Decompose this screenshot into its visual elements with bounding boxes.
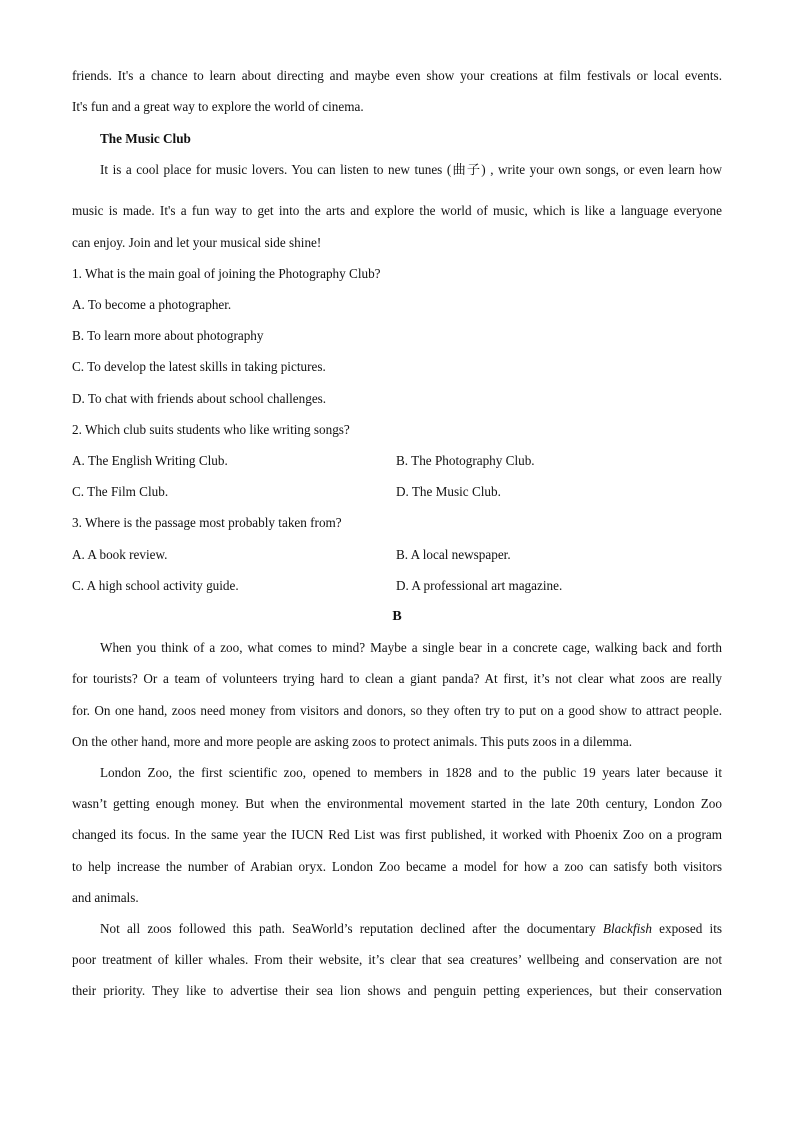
- question-2-option-b: B. The Photography Club.: [396, 453, 535, 468]
- documentary-title: Blackfish: [602, 922, 652, 936]
- passage-b-line: for. On one hand, zoos need money from visitors and donors, so they often try to put on a good show to attract people.: [72, 704, 722, 718]
- music-club-text-line: It is a cool place for music lovers. You can listen to new tunes (曲子) , write your own songs, or even learn how: [100, 163, 722, 177]
- question-2-option-d: D. The Music Club.: [396, 484, 501, 499]
- passage-b-line: wasn’t getting enough money. But when the environmental movement started in the late 20th century, London Zoo: [72, 797, 722, 811]
- question-3: 3. Where is the passage most probably taken from?: [72, 515, 342, 530]
- music-club-text-line: can enjoy. Join and let your musical side shine!: [72, 235, 322, 250]
- section-heading: B: [392, 609, 402, 624]
- passage-b-line: [100, 922, 722, 938]
- question-2-option-a: A. The English Writing Club.: [72, 453, 228, 468]
- passage-b-text: exposed its: [651, 922, 722, 936]
- passage-b-text: Not all zoos followed this path. SeaWorld’s reputation declined after the documentary: [100, 922, 603, 936]
- passage-b-line: poor treatment of killer whales. From their website, it’s clear that sea creatures’ wellbeing and conservation are not: [72, 953, 722, 967]
- passage-b-line: changed its focus. In the same year the IUCN Red List was first published, it worked with Phoenix Zoo on a program: [72, 828, 722, 842]
- music-club-heading: The Music Club: [100, 131, 191, 146]
- question-1-option-c: C. To develop the latest skills in taking pictures.: [72, 359, 326, 374]
- film-club-text-line: It's fun and a great way to explore the world of cinema.: [72, 99, 364, 114]
- passage-b-line: for tourists? Or a team of volunteers trying hard to clean a giant panda? At first, it’s not clear what zoos are really: [72, 672, 722, 686]
- question-1-option-d: D. To chat with friends about school challenges.: [72, 391, 327, 406]
- question-3-option-c: C. A high school activity guide.: [72, 578, 239, 593]
- question-1-option-a: A. To become a photographer.: [72, 297, 232, 312]
- passage-b-line: their priority. They like to advertise their sea lion shows and penguin petting experiences, but their conservation: [72, 984, 722, 998]
- music-club-text-line: music is made. It's a fun way to get into the arts and explore the world of music, which is like a language everyone: [72, 204, 722, 218]
- question-2: 2. Which club suits students who like writing songs?: [72, 422, 350, 437]
- passage-b-line: On the other hand, more and more people are asking zoos to protect animals. This puts zoos in a dilemma.: [72, 734, 633, 749]
- question-3-option-a: A. A book review.: [72, 547, 168, 562]
- passage-b-line: When you think of a zoo, what comes to mind? Maybe a single bear in a concrete cage, walking back and forth: [100, 641, 722, 655]
- passage-b-line: and animals.: [72, 890, 139, 905]
- passage-b-line: London Zoo, the first scientific zoo, opened to members in 1828 and to the public 19 years later because it: [100, 766, 722, 780]
- question-1-option-b: B. To learn more about photography: [72, 328, 264, 343]
- passage-b-line: to help increase the number of Arabian oryx. London Zoo became a model for how a zoo can satisfy both visitors: [72, 860, 722, 874]
- question-2-option-c: C. The Film Club.: [72, 484, 169, 499]
- question-1: 1. What is the main goal of joining the Photography Club?: [72, 266, 381, 281]
- question-3-option-b: B. A local newspaper.: [396, 547, 511, 562]
- question-3-option-d: D. A professional art magazine.: [396, 578, 563, 593]
- film-club-text-line: friends. It's a chance to learn about directing and maybe even show your creations at film festivals or local events.: [72, 69, 722, 83]
